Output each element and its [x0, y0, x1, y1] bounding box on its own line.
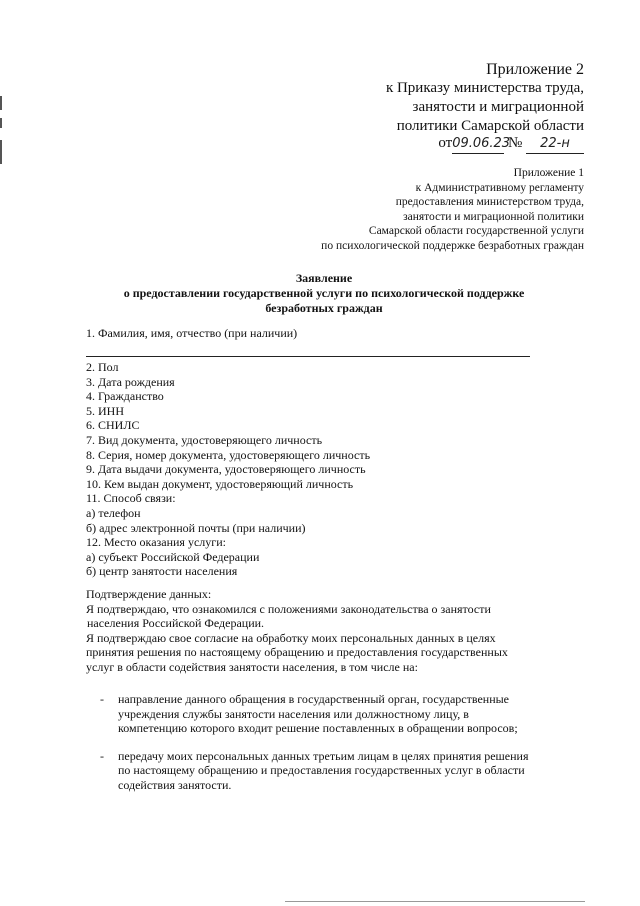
form-item: 6. СНИЛС — [86, 418, 140, 433]
form-item-list — [86, 360, 566, 579]
form-item: 7. Вид документа, удостоверяющего личность — [86, 432, 323, 447]
form-item: б) центр занятости населения — [86, 564, 238, 579]
appendix-1-header — [321, 166, 584, 253]
order-number-handwritten: 22-н — [526, 134, 584, 154]
form-item: 12. Место оказания услуги: — [86, 535, 226, 550]
appendix-1-line: Самарской области государственной услуги — [368, 225, 584, 237]
appendix-1-line: занятости и миграционной политики — [403, 210, 584, 223]
form-item: а) телефон — [86, 505, 141, 520]
bullet-marker: - — [100, 748, 104, 763]
confirmation-heading: Подтверждение данных: — [86, 587, 212, 601]
bullet-line: учреждения службы занятости населения или должностному лицу, в — [118, 706, 469, 721]
appendix-2-line: к Приказу министерства труда, — [385, 80, 584, 96]
bullet-line: направление данного обращения в государственный орган, государственные — [118, 692, 510, 706]
consent-paragraph-line: услуг в области содействия занятости населения, в том числе на: — [86, 659, 418, 674]
number-prefix: № — [507, 135, 523, 151]
scan-bottom-edge — [285, 901, 585, 902]
consent-bullet-item — [86, 749, 562, 793]
form-item: 9. Дата выдачи документа, удостоверяющего личность — [86, 462, 366, 477]
appendix-2-header — [386, 60, 584, 136]
form-item: 2. Пол — [86, 360, 119, 374]
appendix-2-line: занятости и миграционной — [412, 99, 584, 115]
form-item: 4. Гражданство — [86, 389, 164, 404]
form-item: б) адрес электронной почты (при наличии) — [86, 520, 306, 535]
appendix-1-line: Приложение 1 — [513, 167, 584, 179]
form-item: а) субъект Российской Федерации — [86, 549, 260, 564]
bullet-marker: - — [100, 692, 104, 706]
title-line: о предоставлении государственной услуги по психологической поддержке — [123, 286, 525, 300]
consent-bullet-item — [86, 692, 562, 736]
scan-margin-mark — [0, 118, 2, 128]
document-title — [84, 271, 564, 316]
bullet-line: содействия занятости. — [118, 777, 232, 792]
bullet-line: по настоящему обращению и предоставления государственных услуг в области — [118, 763, 525, 778]
title-line: безработных граждан — [265, 301, 383, 315]
confirmation-paragraph-line: Я подтверждаю, что ознакомился с положениями законодательства о занятости — [86, 601, 491, 616]
confirmation-section — [86, 587, 556, 675]
bullet-line: передачу моих персональных данных третьим лицам в целях принятия решения — [118, 748, 529, 763]
title-line: Заявление — [295, 271, 353, 285]
scan-margin-mark — [0, 96, 2, 110]
appendix-2-line: политики Самарской области — [396, 118, 584, 134]
order-date-number-line — [438, 134, 584, 154]
confirmation-paragraph-line: населения Российской Федерации. — [87, 616, 265, 631]
consent-paragraph-line: принятия решения по настоящему обращению и предоставления государственных — [86, 645, 508, 660]
consent-paragraph-line: Я подтверждаю свое согласие на обработку моих персональных данных в целях — [86, 630, 496, 645]
form-item: 3. Дата рождения — [86, 374, 175, 389]
form-item: 5. ИНН — [86, 403, 124, 418]
order-date-handwritten: 09.06.23 — [452, 134, 504, 154]
consent-bullet-list — [86, 692, 562, 806]
form-item: 11. Способ связи: — [86, 491, 176, 506]
bullet-line: компетенцию которого входит решение поставленных в обращении вопросов; — [118, 721, 518, 736]
appendix-1-line: предоставления министерством труда, — [395, 196, 584, 208]
appendix-1-line: по психологической поддержке безработных граждан — [321, 239, 584, 252]
scan-margin-mark — [0, 140, 2, 164]
form-item: 8. Серия, номер документа, удостоверяющего личность — [86, 447, 371, 462]
form-item: 10. Кем выдан документ, удостоверяющий личность — [86, 476, 354, 491]
appendix-1-line: к Административному регламенту — [415, 181, 584, 194]
appendix-2-line: Приложение 2 — [486, 61, 584, 78]
form-item-full-name: 1. Фамилия, имя, отчество (при наличии) — [86, 326, 298, 340]
date-prefix: от — [438, 135, 453, 151]
full-name-fill-line — [86, 356, 530, 357]
